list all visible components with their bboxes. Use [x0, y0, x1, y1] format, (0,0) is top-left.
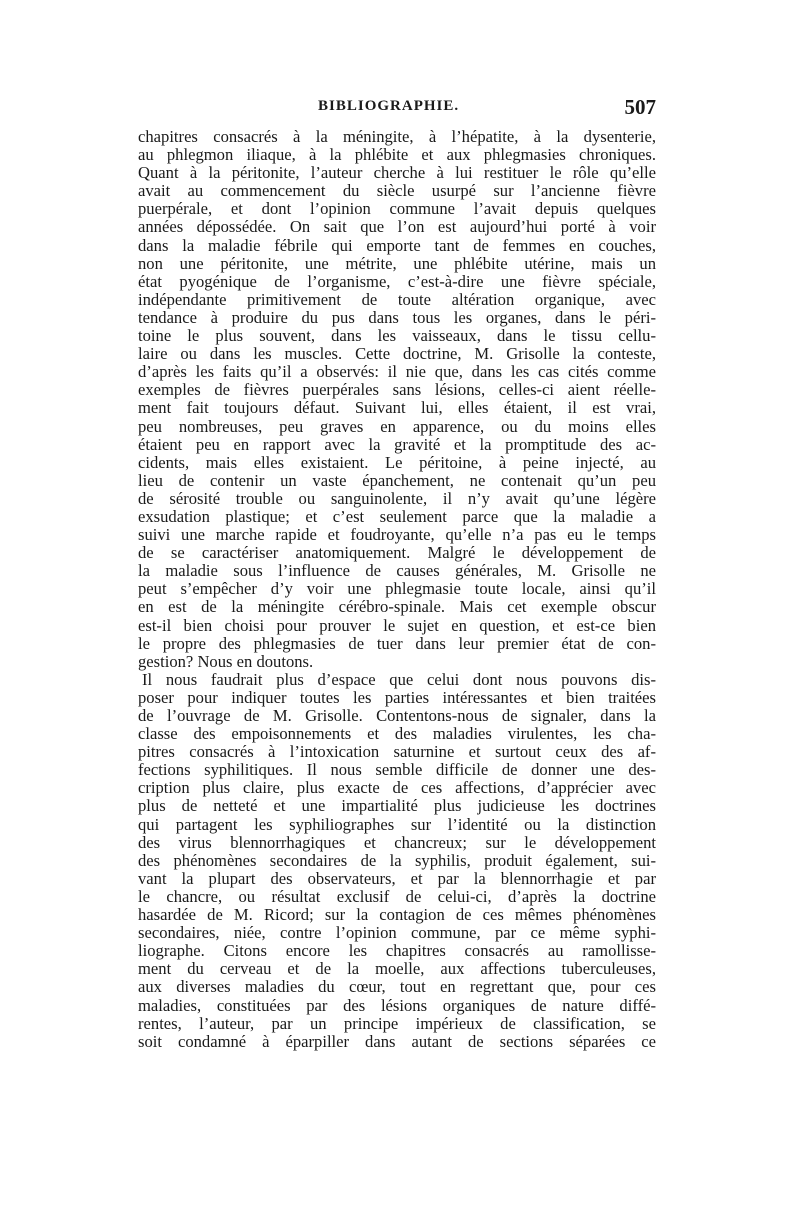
text-line: indépendante primitivement de toute altération organique, avec [138, 289, 656, 309]
text-line: toine le plus souvent, dans les vaisseaux, dans le tissu cellu- [138, 326, 656, 346]
text-line: de l’ouvrage de M. Grisolle. Contentons-nous de signaler, dans la [138, 706, 656, 725]
text-line: exemples de fièvres puerpérales sans lésions, celles-ci aient réelle- [138, 380, 656, 400]
text-line: au phlegmon iliaque, à la phlébite et aux phlegmasies chroniques. [138, 145, 656, 165]
text-line: est-il bien choisi pour prouver le sujet en question, et est-ce bien [138, 615, 656, 635]
text-line: état pyogénique de l’organisme, c’est-à-dire une fièvre spéciale, [138, 271, 656, 291]
text-line: suivi une marche rapide et foudroyante, qu’elle n’a pas eu le temps [138, 525, 656, 545]
text-line: d’après les faits qu’il a observés: il nie que, dans les cas cités comme [138, 362, 656, 382]
text-line: cidents, mais elles existaient. Le péritoine, à peine injecté, au [138, 452, 656, 472]
text-line: exsudation plastique; et c’est seulement parce que la maladie a [138, 506, 656, 526]
text-line: ment fait toujours défaut. Suivant lui, elles étaient, il est vrai, [138, 398, 656, 418]
text-line: secondaires, niée, contre l’opinion commune, par ce même syphi- [138, 923, 656, 943]
text-line: hasardée de M. Ricord; sur la contagion de ces mêmes phénomènes [138, 905, 656, 925]
text-line: années dépossédée. On sait que l’on est aujourd’hui porté à voir [138, 217, 656, 237]
text-line: gestion? Nous en doutons. [138, 651, 314, 671]
text-line: avait au commencement du siècle usurpé sur l’ancienne fièvre [138, 181, 656, 201]
text-line: dans la maladie fébrile qui emporte tant de femmes en couches, [138, 235, 656, 255]
text-line: non une péritonite, une métrite, une phlébite utérine, mais un [138, 253, 656, 273]
text-line: ment du cerveau et de la moelle, aux affections tuberculeuses, [138, 959, 656, 979]
text-line: étaient peu en rapport avec la gravité et la promptitude des ac- [138, 434, 656, 454]
text-line: en est de la méningite cérébro-spinale. Mais cet exemple obscur [138, 597, 656, 617]
text-line: Quant à la péritonite, l’auteur cherche à lui restituer le rôle qu’elle [138, 163, 656, 183]
text-line: peut s’empêcher d’y voir une phlegmasie toute locale, ainsi qu’il [138, 579, 656, 599]
text-line: fections syphilitiques. Il nous semble difficile de donner une des- [138, 760, 656, 780]
text-line: le propre des phlegmasies de tuer dans leur premier état de con- [138, 633, 656, 653]
text-line: soit condamné à éparpiller dans autant de sections séparées ce [138, 1031, 656, 1051]
text-line: poser pour indiquer toutes les parties intéressantes et bien traitées [138, 687, 656, 707]
running-head: BIBLIOGRAPHIE. [318, 98, 460, 114]
text-line: plus de netteté et une impartialité plus judicieuse les doctrines [138, 796, 656, 816]
body-text [138, 128, 656, 1051]
text-line: de sérosité trouble ou sanguinolente, il n’y avait qu’une légère [138, 488, 656, 508]
text-line: la maladie sous l’influence de causes générales, M. Grisolle ne [138, 561, 656, 581]
text-line: tendance à produire du pus dans tous les organes, dans le péri- [138, 307, 656, 327]
text-line: rentes, l’auteur, par un principe impérieux de classification, se [138, 1013, 656, 1033]
text-line: cription plus claire, plus exacte de ces affections, d’apprécier avec [138, 778, 656, 798]
text-line: puerpérale, et dont l’opinion commune l’avait depuis quelques [138, 199, 656, 219]
text-line: vant la plupart des observateurs, et par la blennorrhagie et par [138, 868, 656, 888]
text-line: maladies, constituées par des lésions organiques de nature diffé- [138, 995, 656, 1015]
text-line: aux diverses maladies du cœur, tout en regrettant que, pour ces [138, 977, 656, 997]
page-number: 507 [624, 95, 656, 119]
text-line: laire ou dans les muscles. Cette doctrine, M. Grisolle la conteste, [138, 344, 656, 364]
text-line: qui partagent les syphiliographes sur l’identité ou la distinction [138, 814, 656, 834]
text-line: lieu de contenir un vaste épanchement, ne contenait qu’un peu [138, 470, 656, 490]
text-line: des phénomènes secondaires de la syphilis, produit également, sui- [138, 850, 656, 870]
text-line: peu nombreuses, peu graves en apparence, ou du moins elles [138, 416, 656, 436]
text-line: des virus blennorrhagiques et chancreux; sur le développement [138, 832, 656, 852]
page-header [138, 95, 656, 122]
text-line: classe des empoisonnements et des maladies virulentes, les cha- [138, 724, 656, 744]
text-line: pitres consacrés à l’intoxication saturnine et surtout ceux des af- [138, 742, 656, 762]
text-line: chapitres consacrés à la méningite, à l’hépatite, à la dysenterie, [138, 127, 656, 146]
text-line: le chancre, ou résultat exclusif de celui-ci, d’après la doctrine [138, 886, 656, 906]
text-line: liographe. Citons encore les chapitres consacrés au ramollisse- [138, 941, 656, 961]
text-line: de se caractériser anatomiquement. Malgré le développement de [138, 543, 656, 563]
text-line: Il nous faudrait plus d’espace que celui dont nous pouvons dis- [142, 669, 656, 689]
